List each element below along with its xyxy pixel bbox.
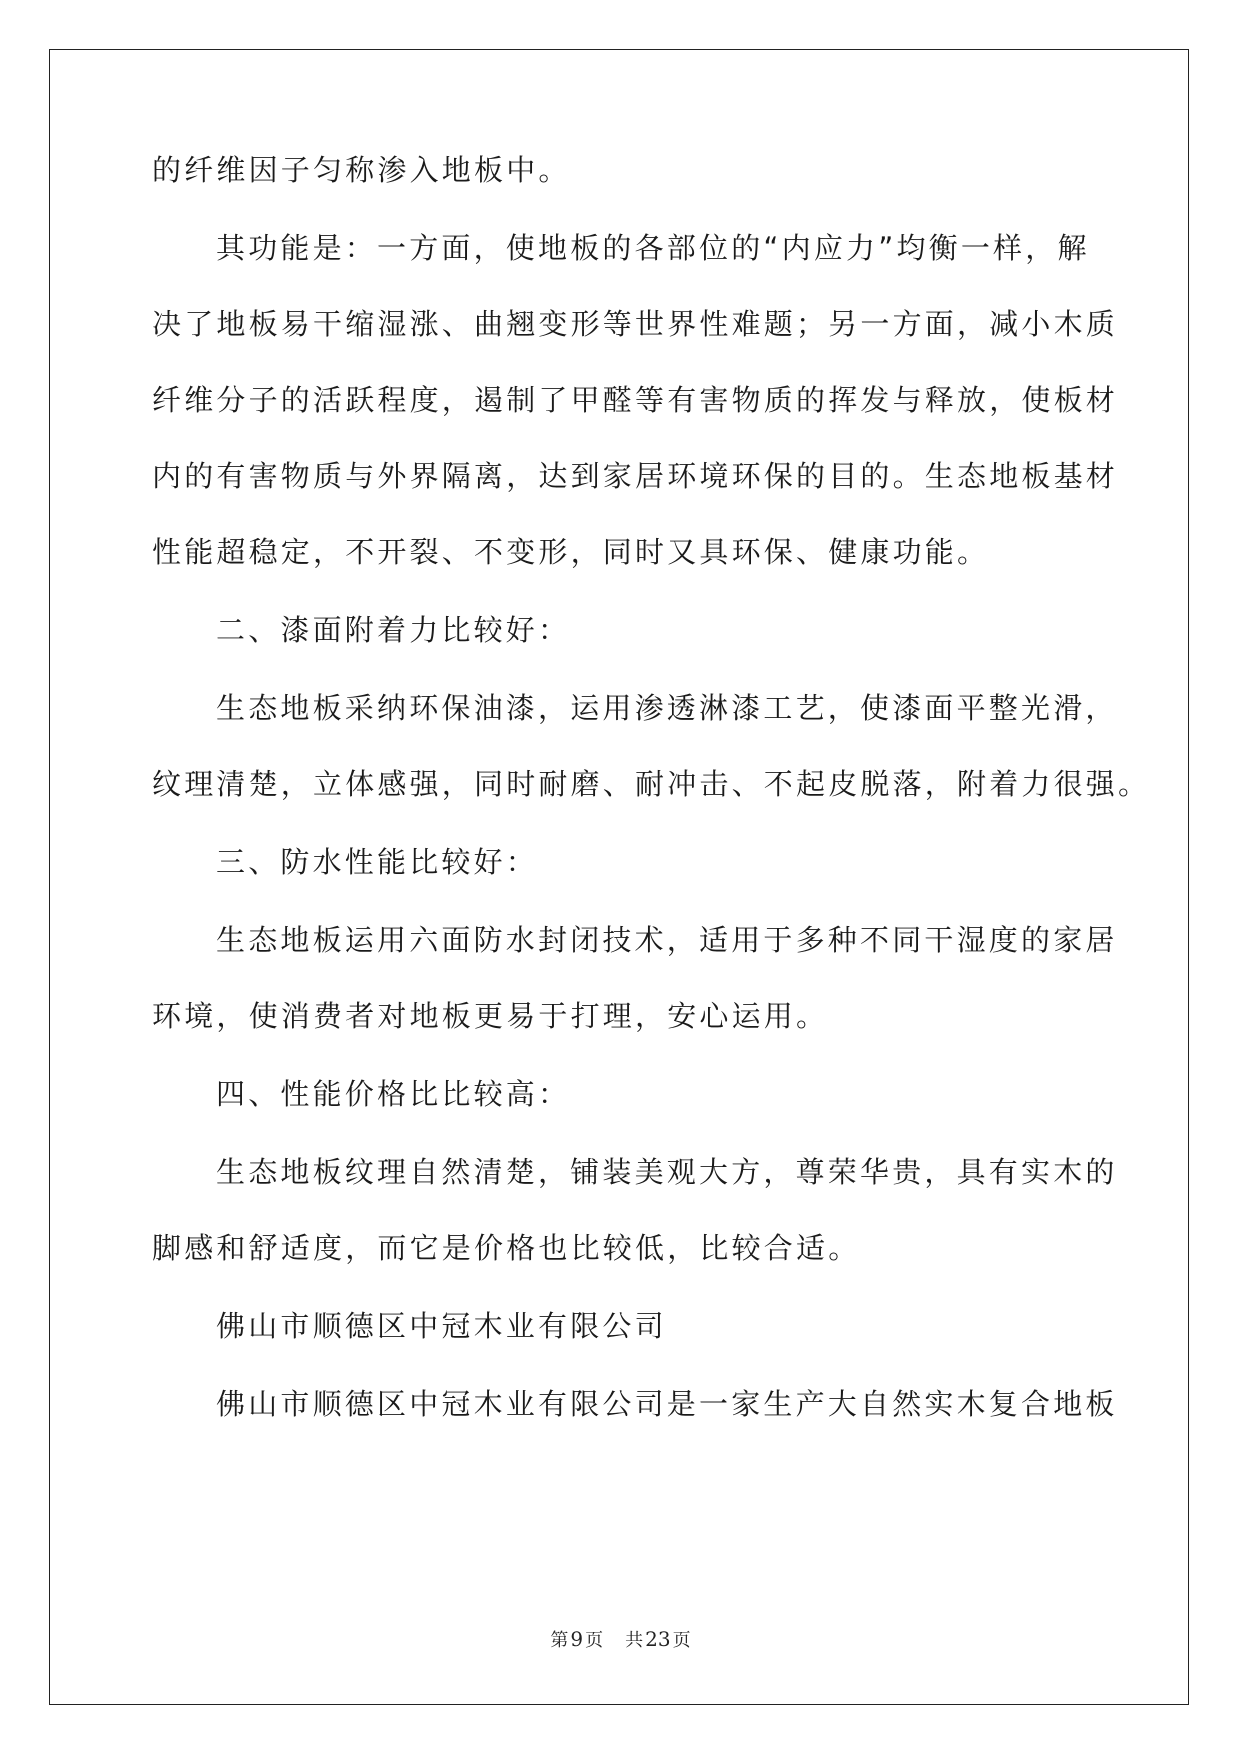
page-current: 9 [570, 1627, 584, 1651]
text-line: 生态地板采纳环保油漆，运用渗透淋漆工艺，使漆面平整光滑， [216, 691, 1118, 725]
text-line: 决了地板易干缩湿涨、曲翘变形等世界性难题；另一方面，减小木质 [152, 307, 1119, 341]
text-line: 生态地板运用六面防水封闭技术，适用于多种不同干湿度的家居 [216, 923, 1118, 957]
section-heading: 三、防水性能比较好： [216, 845, 539, 879]
section-heading: 四、性能价格比比较高： [216, 1077, 571, 1111]
page-footer [0, 1626, 1241, 1652]
text-line: 佛山市顺德区中冠木业有限公司是一家生产大自然实木复合地板 [216, 1387, 1118, 1421]
total-suffix: 页 [672, 1630, 691, 1651]
page-total: 23 [645, 1627, 671, 1651]
company-name: 佛山市顺德区中冠木业有限公司 [216, 1309, 667, 1343]
total-prefix: 共 [625, 1630, 644, 1651]
text-line: 的纤维因子匀称渗入地板中。 [152, 153, 571, 187]
text-line: 纹理清楚，立体感强，同时耐磨、耐冲击、不起皮脱落，附着力很强。 [152, 767, 1151, 801]
text-line: 脚感和舒适度，而它是价格也比较低，比较合适。 [152, 1231, 861, 1265]
page-prefix: 第 [550, 1630, 569, 1651]
text-line: 性能超稳定，不开裂、不变形，同时又具环保、健康功能。 [152, 535, 990, 569]
text-line: 生态地板纹理自然清楚，铺装美观大方，尊荣华贵，具有实木的 [216, 1155, 1118, 1189]
text-line: 纤维分子的活跃程度，遏制了甲醛等有害物质的挥发与释放，使板材 [152, 383, 1119, 417]
section-heading: 二、漆面附着力比较好： [216, 613, 571, 647]
text-line: 环境，使消费者对地板更易于打理，安心运用。 [152, 999, 829, 1033]
text-line: 内的有害物质与外界隔离，达到家居环境环保的目的。生态地板基材 [152, 459, 1119, 493]
page-suffix: 页 [585, 1630, 604, 1651]
text-line: 其功能是：一方面，使地板的各部位的“内应力”均衡一样，解 [216, 231, 1090, 265]
